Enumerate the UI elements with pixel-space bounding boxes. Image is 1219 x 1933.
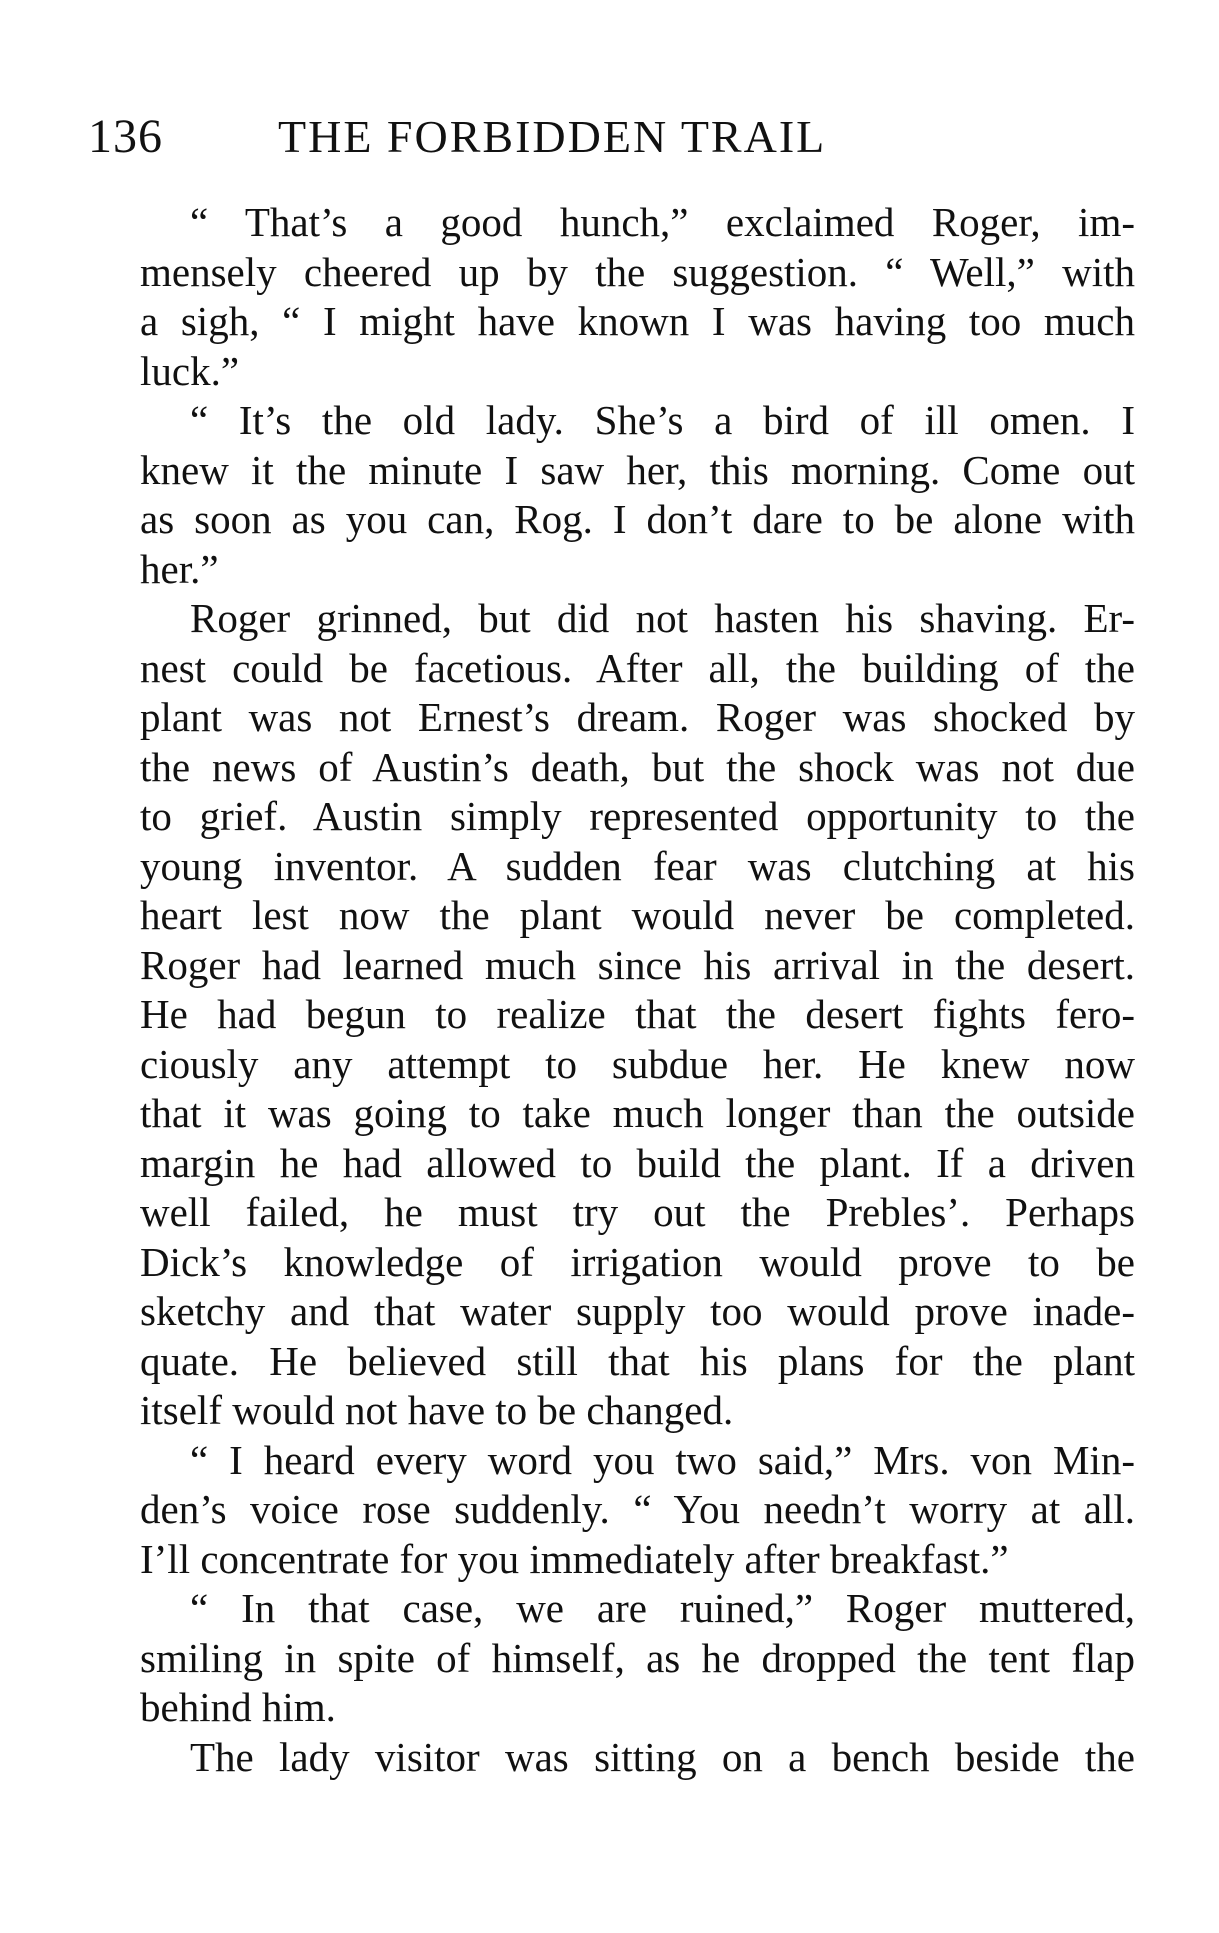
text-line: quate. He believed still that his plans for the plant (140, 1337, 1135, 1384)
text-line: behind him. (140, 1684, 336, 1730)
paragraph (90, 1733, 1135, 1783)
text-line: The lady visitor was sitting on a bench beside the (190, 1733, 1135, 1780)
text-line: itself would not have to be changed. (140, 1387, 734, 1433)
paragraph (90, 198, 1135, 396)
text-line: young inventor. A sudden fear was clutching at his (140, 842, 1135, 889)
text-line: sketchy and that water supply too would prove inade- (140, 1288, 1135, 1334)
text-line: den’s voice rose suddenly. “ You needn’t worry at all. (140, 1486, 1135, 1532)
text-line: to grief. Austin simply represented opportunity to the (140, 793, 1135, 839)
book-title: THE FORBIDDEN TRAIL (278, 111, 827, 162)
text-line: Roger had learned much since his arrival in the desert. (140, 941, 1135, 988)
text-line: margin he had allowed to build the plant. If a driven (140, 1139, 1135, 1186)
text-line: “ In that case, we are ruined,” Roger muttered, (190, 1585, 1135, 1631)
running-head (88, 102, 1133, 172)
text-line: He had begun to realize that the desert fights fero- (140, 991, 1135, 1037)
text-line: that it was going to take much longer than the outside (140, 1090, 1135, 1136)
paragraph (90, 1584, 1135, 1733)
text-line: ciously any attempt to subdue her. He knew now (140, 1040, 1135, 1087)
text-line: nest could be facetious. After all, the building of the (140, 644, 1135, 691)
text-line: “ It’s the old lady. She’s a bird of ill omen. I (190, 397, 1135, 443)
paragraph (90, 396, 1135, 594)
text-line: Dick’s knowledge of irrigation would prove to be (140, 1238, 1135, 1285)
text-line: “ That’s a good hunch,” exclaimed Roger, im- (190, 199, 1135, 245)
text-line: plant was not Ernest’s dream. Roger was shocked by (140, 694, 1135, 740)
text-line: mensely cheered up by the suggestion. “ Well,” with (140, 248, 1135, 295)
text-line: the news of Austin’s death, but the shock was not due (140, 743, 1135, 790)
text-line: her.” (140, 545, 219, 592)
page-number: 136 (88, 110, 163, 163)
paragraph (90, 594, 1135, 1436)
body-text (90, 198, 1135, 1782)
text-line: heart lest now the plant would never be completed. (140, 892, 1135, 938)
text-line: a sigh, “ I might have known I was having too much (140, 298, 1135, 344)
text-line: luck.” (140, 347, 240, 394)
text-line: Roger grinned, but did not hasten his shaving. Er- (190, 595, 1135, 641)
paragraph (90, 1436, 1135, 1585)
text-line: “ I heard every word you two said,” Mrs. von Min- (190, 1436, 1135, 1483)
text-line: I’ll concentrate for you immediately after breakfast.” (140, 1535, 1009, 1582)
text-line: knew it the minute I saw her, this morning. Come out (140, 446, 1135, 493)
text-line: well failed, he must try out the Prebles’. Perhaps (140, 1189, 1135, 1235)
text-line: smiling in spite of himself, as he dropped the tent flap (140, 1634, 1135, 1681)
text-line: as soon as you can, Rog. I don’t dare to be alone with (140, 496, 1135, 542)
